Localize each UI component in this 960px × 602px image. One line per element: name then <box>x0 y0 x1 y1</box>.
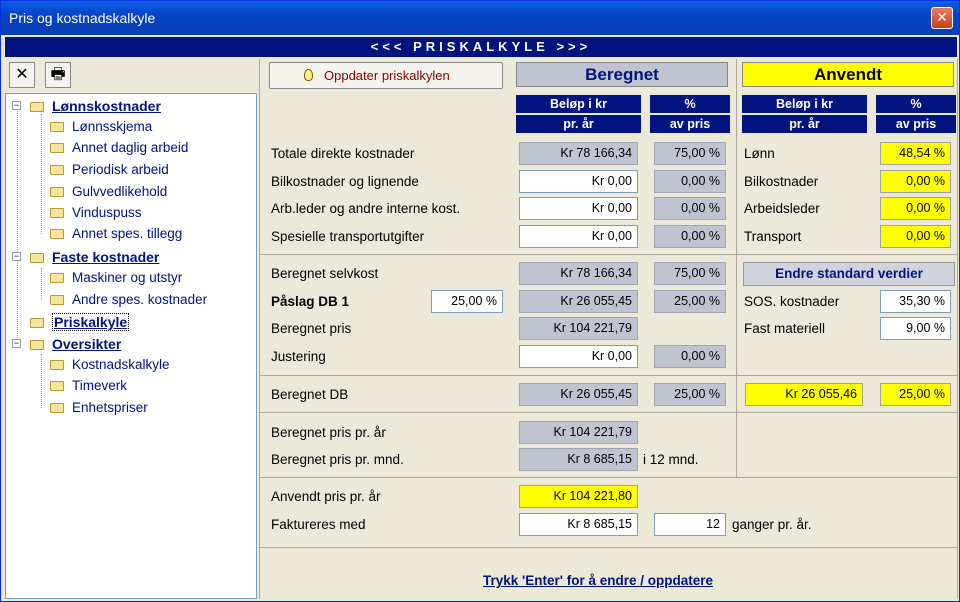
bil-pct: 0,00 % <box>654 170 726 193</box>
folder-icon <box>50 208 64 218</box>
db-amount: Kr 26 055,45 <box>519 383 638 406</box>
folder-icon <box>30 102 44 112</box>
folder-icon <box>50 187 64 197</box>
selvkost-pct: 75,00 % <box>654 262 726 285</box>
close-button[interactable]: ✕ <box>931 7 953 29</box>
tree-item-annet-daglig[interactable]: Annet daglig arbeid <box>50 138 188 158</box>
row-label-arbleder: Arb.leder og andre interne kost. <box>271 201 461 216</box>
faktura-count-input[interactable]: 12 <box>654 513 726 536</box>
enter-hint-link[interactable]: Trykk 'Enter' for å endre / oppdatere <box>483 573 713 588</box>
pris-ar-amount: Kr 104 221,79 <box>519 421 638 444</box>
anvendt-bil-pct[interactable]: 0,00 % <box>880 170 951 193</box>
folder-icon <box>50 381 64 391</box>
direct-cost-pct: 75,00 % <box>654 142 726 165</box>
bil-amount-input[interactable]: Kr 0,00 <box>519 170 638 193</box>
label-paslag: Påslag DB 1 <box>271 294 350 309</box>
selvkost-amount: Kr 78 166,34 <box>519 262 638 285</box>
tree-item-kostnadskalkyle[interactable]: Kostnadskalkyle <box>50 355 170 375</box>
tree-item-maskiner[interactable]: Maskiner og utstyr <box>50 268 182 288</box>
lightbulb-icon <box>304 69 313 81</box>
collapse-toggle[interactable]: − <box>13 338 20 348</box>
beregnet-pris-amount: Kr 104 221,79 <box>519 317 638 340</box>
row-label-transport: Spesielle transportutgifter <box>271 229 425 244</box>
anvendt-header: Anvendt <box>742 62 954 87</box>
row-label-bil: Bilkostnader og lignende <box>271 174 419 189</box>
folder-icon <box>50 229 64 239</box>
col-head-anvendt-amount: Beløp i kr <box>742 95 867 113</box>
folder-icon <box>50 295 64 305</box>
tree-item-andre-spes[interactable]: Andre spes. kostnader <box>50 290 207 310</box>
label-pris-ar: Beregnet pris pr. år <box>271 425 386 440</box>
col-head-pct: % <box>650 95 730 113</box>
printer-icon: 🖶 <box>50 66 66 83</box>
sos-pct-input[interactable]: 35,30 % <box>880 290 951 313</box>
collapse-toggle[interactable]: − <box>13 100 20 110</box>
tree-item-enhetspriser[interactable]: Enhetspriser <box>50 398 148 418</box>
anvendt-arbeidsleder-pct[interactable]: 0,00 % <box>880 197 951 220</box>
label-fast-materiell: Fast materiell <box>744 321 826 336</box>
paslag-amount: Kr 26 055,45 <box>519 290 638 313</box>
update-calculation-button[interactable]: Oppdater priskalkylen <box>269 62 503 89</box>
label-anvendt-pris: Anvendt pris pr. år <box>271 489 381 504</box>
tree-item-vinduspuss[interactable]: Vinduspuss <box>50 203 142 223</box>
col-head-amount-sub: pr. år <box>516 115 641 133</box>
tree-group-lonnskostnader[interactable]: − Lønnskostnader <box>13 98 161 114</box>
label-pris-mnd: Beregnet pris pr. mnd. <box>271 452 404 467</box>
anvendt-db-amount: Kr 26 055,46 <box>745 383 863 406</box>
tree-item-timeverk[interactable]: Timeverk <box>50 376 127 396</box>
transport-pct: 0,00 % <box>654 225 726 248</box>
anvendt-pris-input[interactable]: Kr 104 221,80 <box>519 485 638 508</box>
tree-item-priskalkyle[interactable]: Priskalkyle <box>30 312 129 332</box>
tree-item-periodisk[interactable]: Periodisk arbeid <box>50 160 169 180</box>
title-bar[interactable] <box>1 1 959 35</box>
left-toolbar <box>7 61 257 91</box>
print-button[interactable] <box>45 62 71 88</box>
anvendt-lonn-pct[interactable]: 48,54 % <box>880 142 951 165</box>
folder-icon <box>50 360 64 370</box>
faktura-amount: Kr 8 685,15 <box>519 513 638 536</box>
folder-icon <box>30 340 44 350</box>
arbleder-amount-input[interactable]: Kr 0,00 <box>519 197 638 220</box>
section-banner: <<< PRISKALKYLE >>> <box>5 37 957 57</box>
pris-mnd-amount: Kr 8 685,15 <box>519 448 638 471</box>
close-x-icon: ✕ <box>15 66 29 83</box>
label-justering: Justering <box>271 349 326 364</box>
folder-icon <box>50 143 64 153</box>
label-beregnet-db: Beregnet DB <box>271 387 349 402</box>
beregnet-header: Beregnet <box>516 62 728 87</box>
tree-group-oversikter[interactable]: − Oversikter <box>13 336 122 352</box>
justering-amount-input[interactable]: Kr 0,00 <box>519 345 638 368</box>
folder-icon <box>30 253 44 263</box>
month-suffix: i 12 mnd. <box>643 452 699 467</box>
label-sos: SOS. kostnader <box>744 294 840 309</box>
anvendt-label-lonn: Lønn <box>744 146 775 161</box>
arbleder-pct: 0,00 % <box>654 197 726 220</box>
invoice-suffix: ganger pr. år. <box>732 517 812 532</box>
label-beregnet-pris: Beregnet pris <box>271 321 352 336</box>
delete-button[interactable] <box>9 62 35 88</box>
col-head-anvendt-pct: % <box>876 95 956 113</box>
tree-item-gulvvedlikehold[interactable]: Gulvvedlikehold <box>50 182 167 202</box>
row-label-direct: Totale direkte kostnader <box>271 146 415 161</box>
col-head-amount: Beløp i kr <box>516 95 641 113</box>
change-standard-values-button[interactable]: Endre standard verdier <box>743 262 955 286</box>
direct-cost-amount: Kr 78 166,34 <box>519 142 638 165</box>
folder-icon <box>50 122 64 132</box>
justering-pct: 0,00 % <box>654 345 726 368</box>
anvendt-label-arbeidsleder: Arbeidsleder <box>744 201 820 216</box>
tree-group-faste-kostnader[interactable]: − Faste kostnader <box>13 249 160 265</box>
label-faktureres: Faktureres med <box>271 517 366 532</box>
anvendt-db-pct: 25,00 % <box>880 383 951 406</box>
collapse-toggle[interactable]: − <box>13 251 20 261</box>
db-pct: 25,00 % <box>654 383 726 406</box>
folder-icon <box>50 165 64 175</box>
transport-amount-input[interactable]: Kr 0,00 <box>519 225 638 248</box>
folder-icon <box>50 273 64 283</box>
window-title: Pris og kostnadskalkyle <box>9 10 156 26</box>
col-head-anvendt-amount-sub: pr. år <box>742 115 867 133</box>
col-head-anvendt-pct-sub: av pris <box>876 115 956 133</box>
navigation-tree <box>5 93 257 599</box>
label-selvkost: Beregnet selvkost <box>271 266 379 281</box>
open-folder-icon <box>30 318 44 328</box>
col-head-pct-sub: av pris <box>650 115 730 133</box>
fast-materiell-input[interactable]: 9,00 % <box>880 317 951 340</box>
anvendt-transport-pct[interactable]: 0,00 % <box>880 225 951 248</box>
paslag-pct-input[interactable]: 25,00 % <box>431 290 503 313</box>
paslag-pct: 25,00 % <box>654 290 726 313</box>
anvendt-label-bil: Bilkostnader <box>744 174 819 189</box>
folder-icon <box>50 403 64 413</box>
tree-item-lonnsskjema[interactable]: Lønnsskjema <box>50 117 152 137</box>
anvendt-label-transport: Transport <box>744 229 802 244</box>
tree-item-annet-spes[interactable]: Annet spes. tillegg <box>50 224 182 244</box>
